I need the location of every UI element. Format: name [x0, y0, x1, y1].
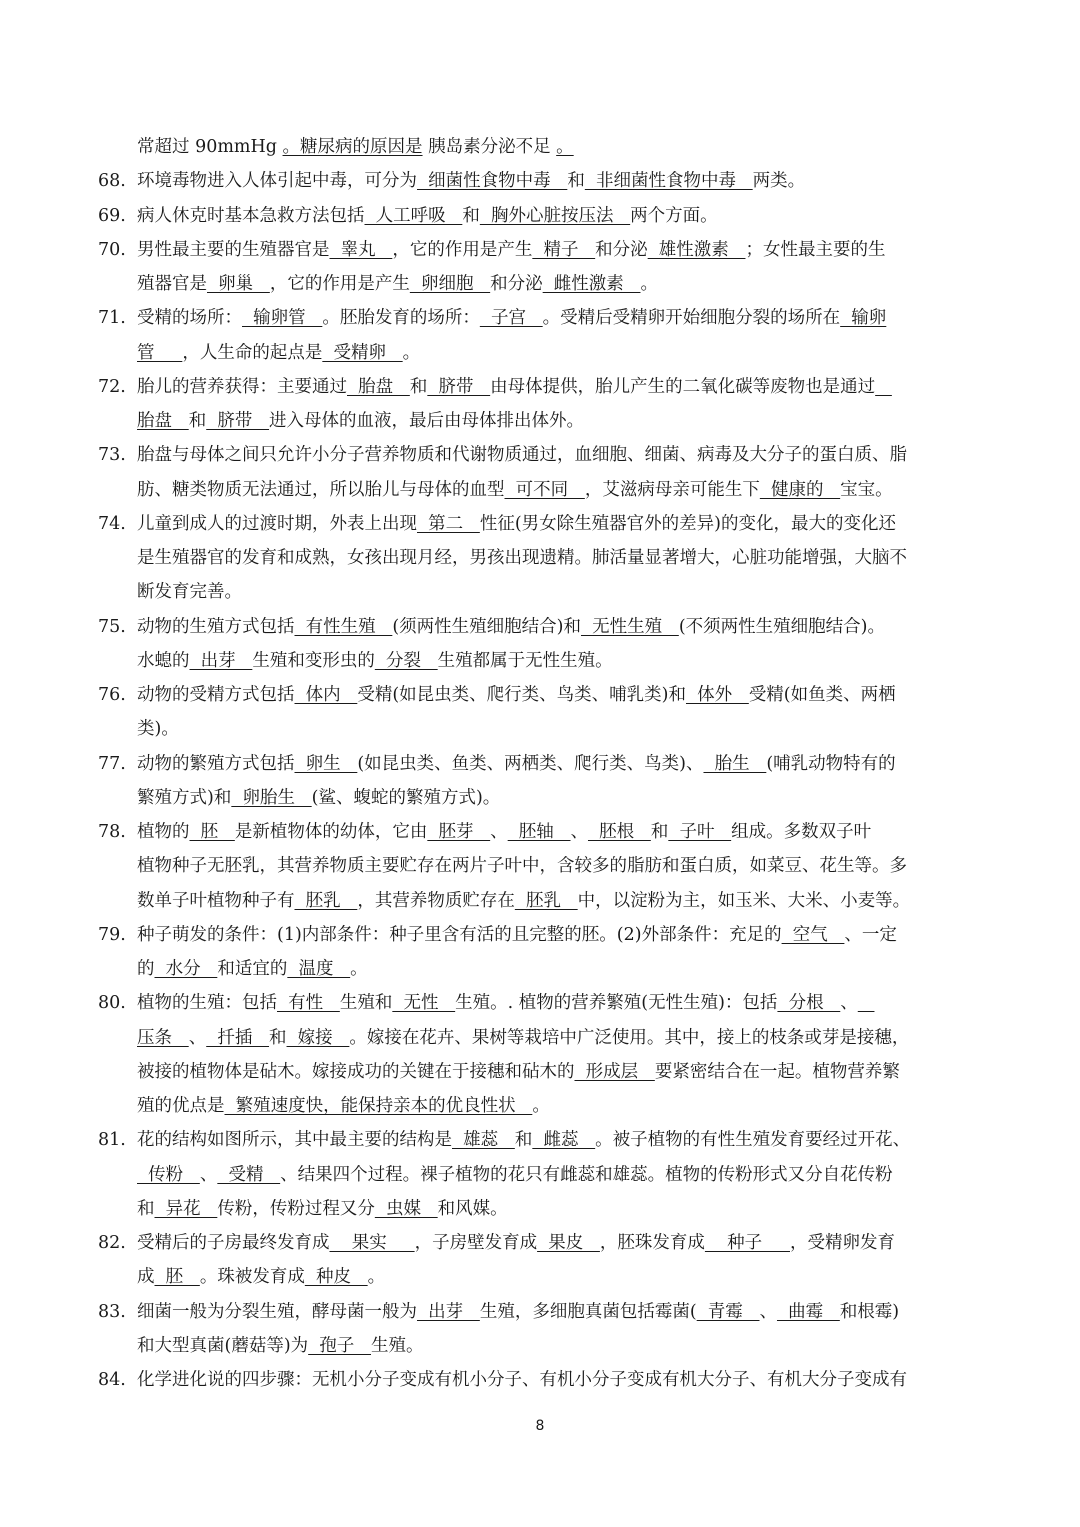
- line-text: 受精后的子房最终发育成: [137, 1233, 330, 1253]
- line-text: 胎盘与母体之间只允许小分子营养物质和代谢物质通过，血细胞、细菌、病毒及大分子的蛋白质、脂: [137, 445, 907, 466]
- answer-blank: 睾丸: [329, 239, 393, 260]
- question-number: 72.: [98, 376, 126, 397]
- question-number: 82.: [98, 1233, 126, 1253]
- text-line: [137, 370, 892, 404]
- line-text: 细菌一般为分裂生殖，酵母菌一般为: [137, 1301, 417, 1322]
- text-line: [137, 1295, 899, 1329]
- answer-blank: 胚: [154, 1267, 200, 1288]
- question-number: 81.: [98, 1130, 126, 1151]
- line-text: 。: [402, 342, 421, 363]
- line-text: 的: [137, 959, 155, 979]
- line-text: 胎儿的营养获得：主要通过: [137, 376, 347, 397]
- text-line: [137, 849, 907, 883]
- answer-blank: 体内: [294, 685, 358, 705]
- text-line: [137, 1021, 909, 1055]
- line-text: 断发育完善。: [137, 582, 242, 603]
- text-line: [137, 1363, 907, 1397]
- line-text: 殖器官是: [137, 274, 207, 294]
- answer-blank: 精子: [532, 239, 596, 260]
- question-number: 70.: [98, 239, 126, 260]
- answer-blank: 果皮: [537, 1233, 600, 1253]
- answer-blank: 温度: [287, 959, 351, 979]
- line-text: 。被子植物的有性生殖发育要经过开花、: [595, 1130, 911, 1151]
- answer-blank: 分根: [777, 993, 841, 1014]
- answer-blank: 青霉: [696, 1301, 760, 1322]
- line-text: 繁殖方式)和: [137, 787, 232, 808]
- line-text: 性征(男女除生殖器官外的差异)的变化，最大的变化还: [479, 513, 896, 534]
- line-text: 和适宜的: [217, 959, 288, 979]
- line-text: 类)。: [137, 719, 179, 740]
- answer-blank: 雄性激素: [647, 239, 746, 260]
- line-text: 和分泌: [595, 239, 648, 260]
- line-text: 。: [532, 1096, 550, 1116]
- question-number: 75.: [98, 616, 126, 637]
- line-text: 植物的生殖：包括: [137, 993, 277, 1014]
- line-text: ，它的作用是产生: [392, 239, 533, 260]
- line-text: 常超过 90mmHg: [137, 137, 283, 157]
- question-number: 74.: [98, 513, 126, 534]
- text-line: [137, 1329, 423, 1363]
- answer-blank: 扦插: [206, 1027, 270, 1048]
- line-text: 动物的受精方式包括: [137, 685, 295, 705]
- text-line: [137, 507, 896, 541]
- line-text: 进入母体的血液，最后由母体排出体外。: [269, 411, 585, 431]
- line-text: 组成。多数双子叶: [731, 822, 872, 842]
- line-text: 儿童到成人的过渡时期，外表上出现: [137, 513, 417, 534]
- line-text: 和: [269, 1027, 287, 1048]
- question-number: 84.: [98, 1370, 126, 1390]
- line-text: 植物种子无胚乳，其营养物质主要贮存在两片子叶中，含较多的脂肪和蛋白质，如菜豆、花生等。多: [137, 856, 907, 877]
- line-text: 植物的: [137, 822, 190, 842]
- line-text: 和: [514, 1130, 533, 1151]
- answer-blank: 。糖尿病的原因是: [282, 137, 423, 157]
- line-text: 殖的优点是: [137, 1096, 225, 1116]
- text-line: [137, 233, 885, 267]
- line-text: 和: [188, 411, 207, 431]
- line-text: 。珠被发育成: [199, 1267, 305, 1288]
- answer-blank: 压条: [137, 1027, 189, 1048]
- answer-blank: 胎生: [703, 753, 767, 774]
- answer-blank: 可不同: [504, 479, 585, 500]
- answer-blank: [875, 377, 892, 397]
- answer-blank: 传粉: [137, 1164, 200, 1185]
- answer-blank: 受精卵: [322, 342, 403, 363]
- line-text: 水螅的: [137, 650, 190, 671]
- answer-blank: 有性生殖: [294, 616, 393, 637]
- text-line: [137, 1260, 385, 1294]
- answer-blank: 雌性激素: [542, 274, 641, 294]
- line-text: 要紧密结合在一起。植物营养繁: [654, 1061, 900, 1082]
- line-text: (不须两性生殖细胞结合)。: [678, 616, 885, 637]
- answer-blank: 出芽: [189, 650, 253, 671]
- answer-blank: 繁殖速度快，能保持亲本的优良性状: [224, 1096, 533, 1116]
- line-text: 化学进化说的四步骤：无机小分子变成有机小分子、有机小分子变成有机大分子、有机大分子变成有: [137, 1370, 907, 1390]
- line-text: 和: [137, 1198, 155, 1219]
- answer-blank: 胸外心脏按压法: [479, 205, 631, 226]
- line-text: 生殖和: [339, 993, 393, 1014]
- line-text: 生殖。: [370, 1335, 424, 1356]
- question-number: 79.: [98, 924, 126, 945]
- answer-blank: 胚乳: [514, 890, 578, 911]
- question-number: 77.: [98, 753, 126, 774]
- text-line: [137, 438, 907, 472]
- line-text: 由母体提供，胎儿产生的二氧化碳等废物也是通过: [490, 376, 876, 397]
- text-line: [137, 644, 613, 678]
- line-text: 受精(如鱼类、两栖: [748, 685, 896, 705]
- answer-blank: 人工呼吸: [364, 205, 463, 226]
- line-text: 和大型真菌(蘑菇等)为: [137, 1335, 309, 1356]
- answer-blank: 子宫: [479, 308, 543, 329]
- line-text: 两类。: [752, 171, 806, 192]
- answer-blank: 输卵: [840, 308, 887, 329]
- text-line: [137, 1192, 508, 1226]
- line-text: 。: [367, 1267, 386, 1288]
- answer-blank: 胚乳: [294, 890, 358, 911]
- answer-blank: 种皮: [304, 1267, 368, 1288]
- page-number: 8: [535, 1418, 545, 1434]
- line-text: 和: [409, 376, 428, 397]
- answer-blank: 细菌性食物中毒: [417, 171, 568, 192]
- answer-blank: 卵细胞: [409, 274, 491, 294]
- line-text: 是生殖器官的发育和成熟，女孩出现月经，男孩出现遗精。肺活量显著增大，心脏功能增强，大脑不: [137, 548, 907, 568]
- line-text: 肪、糖类物质无法通过，所以胎儿与母体的血型: [137, 479, 505, 500]
- answer-blank: 卵生: [294, 753, 358, 774]
- line-text: 。: [350, 959, 368, 979]
- answer-blank: 脐带: [206, 411, 270, 431]
- text-line: [137, 884, 910, 918]
- text-line: [137, 404, 584, 438]
- question-number: 80.: [98, 993, 126, 1014]
- line-text: 胰岛素分泌不足: [422, 137, 557, 157]
- answer-blank: 雄蕊: [452, 1130, 515, 1151]
- line-text: 环境毒物进入人体引起中毒，可分为: [137, 171, 417, 192]
- answer-blank: 子叶: [668, 822, 732, 842]
- question-number: 83.: [98, 1301, 126, 1322]
- answer-blank: 异花: [154, 1198, 218, 1219]
- answer-blank: 出芽: [417, 1301, 480, 1322]
- text-line: [137, 1123, 910, 1157]
- text-line: [137, 952, 368, 986]
- line-text: 动物的生殖方式包括: [137, 616, 295, 637]
- line-text: ，人生命的起点是: [182, 342, 323, 363]
- answer-blank: 嫁接: [286, 1027, 350, 1048]
- answer-blank: 空气: [781, 924, 845, 945]
- text-line: [137, 541, 907, 575]
- line-text: 、一定: [844, 924, 897, 945]
- line-text: (须两性生殖细胞结合)和: [392, 616, 581, 637]
- line-text: ，它的作用是产生: [269, 274, 410, 294]
- answer-blank: 卵胎生: [231, 787, 312, 808]
- line-text: 是新植物体的幼体，它由: [234, 822, 428, 842]
- text-line: [137, 986, 874, 1020]
- line-text: 中，以淀粉为主，如玉米、大米、小麦等。: [577, 890, 911, 911]
- text-line: [137, 712, 179, 746]
- line-text: 生殖，多细胞真菌包括霉菌(: [479, 1301, 697, 1322]
- text-line: [137, 747, 896, 781]
- line-text: 和根霉): [839, 1301, 900, 1322]
- text-line: [137, 918, 897, 952]
- line-text: 生殖和变形虫的: [252, 650, 375, 671]
- line-text: 成: [137, 1267, 155, 1288]
- text-line: [137, 164, 805, 198]
- line-text: 。受精后受精卵开始细胞分裂的场所在: [542, 308, 841, 329]
- line-text: ，子房壁发育成: [414, 1233, 538, 1253]
- answer-blank: 。: [556, 137, 574, 157]
- answer-blank: 分裂: [374, 650, 438, 671]
- question-number: 73.: [98, 445, 126, 466]
- line-text: 生殖。. 植物的营养繁殖(无性生殖)：包括: [455, 993, 778, 1014]
- text-line: [137, 1158, 893, 1192]
- answer-blank: 种子: [704, 1233, 790, 1253]
- line-text: 两个方面。: [630, 205, 718, 226]
- line-text: 。: [640, 274, 658, 294]
- answer-blank: 卵巢: [207, 274, 270, 294]
- answer-blank: 孢子: [308, 1335, 371, 1356]
- answer-blank: 受精: [217, 1164, 281, 1185]
- line-text: 。嫁接在花卉、果树等栽培中广泛使用。其中，接上的枝条或芽是接穗，: [349, 1027, 910, 1048]
- line-text: 、: [188, 1027, 207, 1048]
- line-text: (如昆虫类、鱼类、两栖类、爬行类、鸟类)、: [357, 753, 704, 774]
- line-text: 、结果四个过程。裸子植物的花只有雌蕊和雄蕊。植物的传粉形式又分自花传粉: [280, 1164, 893, 1185]
- question-number: 69.: [98, 205, 126, 226]
- answer-blank: 非细菌性食物中毒: [584, 171, 753, 192]
- answer-blank: 胚: [189, 822, 235, 842]
- answer-blank: 脐带: [427, 376, 491, 397]
- line-text: 、: [570, 822, 588, 842]
- line-text: 病人休克时基本急救方法包括: [137, 205, 365, 226]
- text-line: [137, 610, 885, 644]
- line-text: 男性最主要的生殖器官是: [137, 239, 330, 260]
- answer-blank: 管: [137, 342, 183, 363]
- line-text: 宝宝。: [840, 479, 893, 500]
- text-line: [137, 199, 718, 233]
- question-number: 78.: [98, 822, 126, 842]
- text-line: [137, 473, 893, 507]
- question-number: 76.: [98, 685, 126, 705]
- answer-blank: 输卵管: [242, 308, 323, 329]
- line-text: 和分泌: [490, 274, 543, 294]
- line-text: 传粉，传粉过程又分: [217, 1198, 375, 1219]
- answer-blank: 无性: [392, 993, 456, 1014]
- answer-blank: [858, 993, 875, 1013]
- answer-blank: 形成层: [574, 1061, 655, 1082]
- answer-blank: 曲霉: [776, 1301, 840, 1322]
- line-text: 、: [840, 993, 858, 1014]
- line-text: 和风媒。: [437, 1198, 508, 1219]
- line-text: 。胚胎发育的场所：: [322, 308, 480, 329]
- line-text: 受精的场所：: [137, 308, 242, 329]
- line-text: 和: [567, 171, 585, 192]
- line-text: 和: [462, 205, 480, 226]
- answer-blank: 雌蕊: [532, 1130, 596, 1151]
- answer-blank: 胎盘: [347, 376, 410, 397]
- question-number: 68.: [98, 171, 126, 192]
- line-text: 数单子叶植物种子有: [137, 890, 295, 911]
- line-text: 动物的繁殖方式包括: [137, 753, 295, 774]
- text-line: [137, 815, 871, 849]
- text-line: [137, 575, 242, 609]
- answer-blank: 胚轴: [507, 822, 571, 842]
- line-text: ，胚珠发育成: [599, 1233, 705, 1253]
- line-text: (鲨、蝮蛇的繁殖方式)。: [311, 787, 501, 808]
- text-line: [137, 301, 886, 335]
- line-text: ，其营养物质贮存在: [357, 890, 515, 911]
- line-text: 、: [490, 822, 508, 842]
- text-line: [137, 1226, 895, 1260]
- answer-blank: 水分: [154, 959, 218, 979]
- text-line: [137, 336, 420, 370]
- line-text: ，艾滋病母亲可能生下: [584, 479, 760, 500]
- line-text: 受精(如昆虫类、爬行类、鸟类、哺乳类)和: [357, 685, 686, 705]
- answer-blank: 虫媒: [374, 1198, 438, 1219]
- answer-blank: 健康的: [759, 479, 841, 500]
- text-line: [137, 130, 574, 164]
- answer-blank: 体外: [685, 685, 749, 705]
- answer-blank: 第二: [417, 513, 480, 534]
- text-line: [137, 267, 658, 301]
- line-text: 、: [199, 1164, 218, 1185]
- text-line: [137, 1089, 550, 1123]
- answer-blank: 胚芽: [427, 822, 491, 842]
- text-line: [137, 1055, 900, 1089]
- answer-blank: 胎盘: [137, 411, 189, 431]
- text-line: [137, 678, 896, 712]
- text-line: [137, 781, 500, 815]
- answer-blank: 胚根: [587, 822, 651, 842]
- line-text: 被接的植物体是砧木。嫁接成功的关键在于接穗和砧木的: [137, 1061, 575, 1082]
- line-text: (哺乳动物特有的: [766, 753, 896, 774]
- line-text: ；女性最主要的生: [745, 239, 886, 260]
- answer-blank: 有性: [277, 993, 340, 1014]
- line-text: 、: [759, 1301, 777, 1322]
- line-text: 和: [650, 822, 669, 842]
- answer-blank: 果实: [329, 1233, 415, 1253]
- line-text: 生殖都属于无性生殖。: [437, 650, 613, 671]
- question-number: 71.: [98, 308, 126, 329]
- line-text: ，受精卵发育: [789, 1233, 895, 1253]
- answer-blank: 无性生殖: [580, 616, 679, 637]
- line-text: 种子萌发的条件：(1)内部条件：种子里含有活的且完整的胚。(2)外部条件：充足的: [137, 924, 782, 945]
- line-text: 花的结构如图所示，其中最主要的结构是: [137, 1130, 452, 1151]
